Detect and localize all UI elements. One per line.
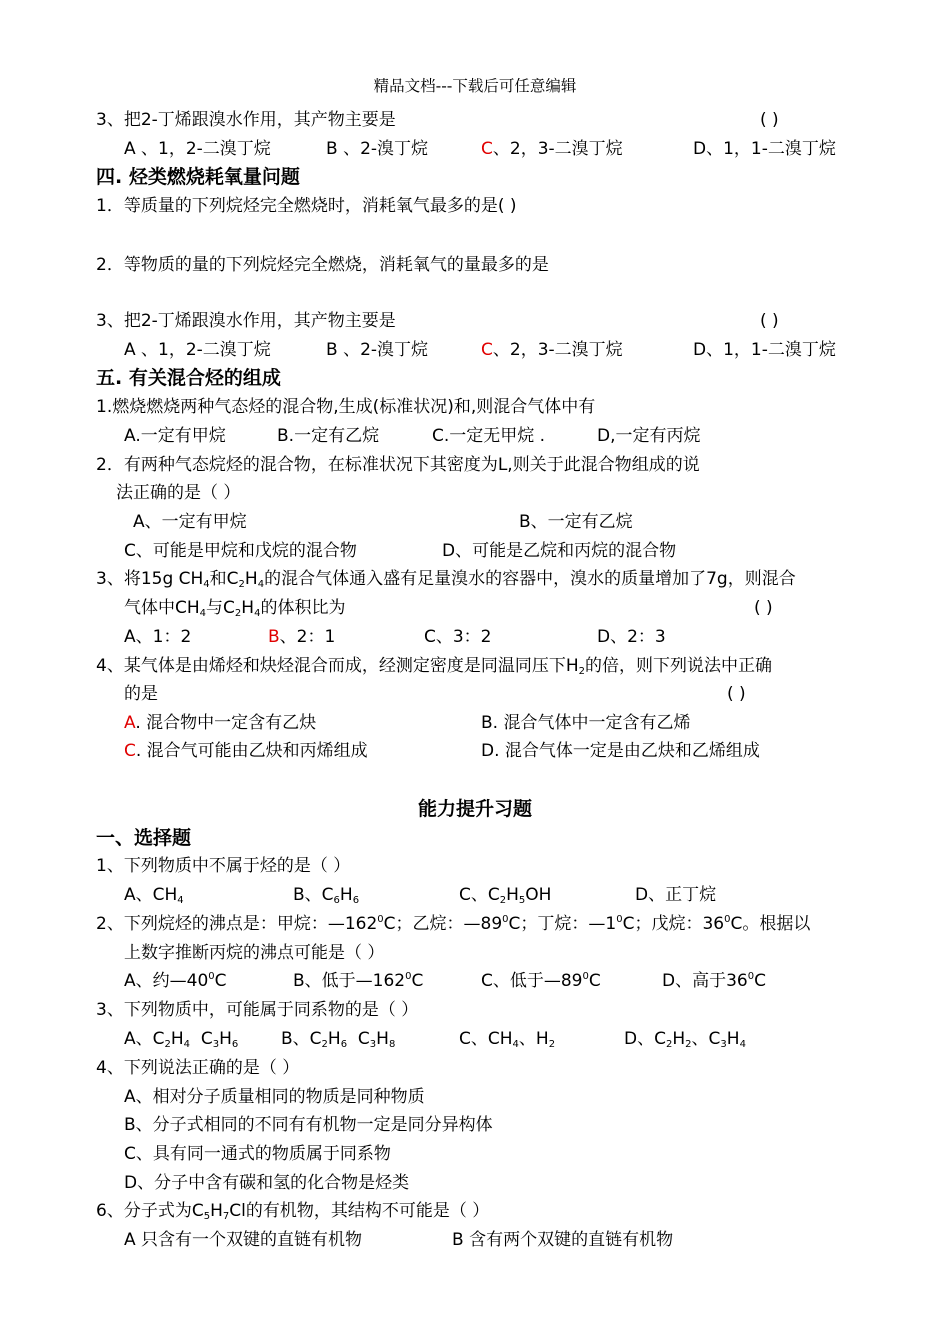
text-part: A、C — [124, 1029, 165, 1049]
text-part: 的倍，则下列说法中正确 — [584, 656, 772, 676]
subscript: 3 — [720, 1039, 727, 1050]
subscript: 4 — [177, 895, 184, 906]
text-part: C。根据以 — [730, 914, 811, 934]
superscript: 0 — [208, 971, 215, 982]
option-d: D、分子中含有碳和氢的化合物是烃类 — [124, 1173, 410, 1193]
text-part: C — [214, 971, 227, 991]
subscript: 6 — [352, 895, 360, 906]
text-part: B、C — [293, 885, 334, 905]
text-part: H — [506, 885, 519, 905]
subscript: 4 — [183, 1039, 191, 1050]
subscript: 4 — [254, 608, 261, 619]
question-3-text: 3、把2-丁烯跟溴水作用，其产物主要是 — [96, 110, 396, 130]
option-b: B 、2-溴丁烷 — [326, 340, 429, 360]
option-b: B 含有两个双键的直链有机物 — [452, 1230, 674, 1250]
subscript: 2 — [238, 579, 245, 590]
option-c: C.一定无甲烷 . — [432, 426, 546, 446]
question-4-line-1 — [96, 654, 772, 678]
option-d: D、2：3 — [597, 627, 666, 647]
question-2-text: 2．等物质的量的下列烷烃完全燃烧，消耗氧气的量最多的是 — [96, 255, 549, 275]
option-a: A 、1，2-二溴丁烷 — [124, 139, 271, 159]
subscript: 6 — [231, 1039, 239, 1050]
subscript: 6 — [340, 1039, 348, 1050]
question-3-text: 3、把2-丁烯跟溴水作用，其产物主要是 — [96, 311, 396, 331]
superscript: 0 — [582, 971, 589, 982]
option-b: B. 混合气体中一定含有乙烯 — [481, 713, 691, 733]
option-b — [293, 969, 423, 993]
text-part: 6、分子式为C — [96, 1201, 204, 1221]
text-part: C — [347, 1029, 370, 1049]
text-part: A、约—40 — [124, 971, 209, 991]
answer-paren: ( ) — [760, 311, 779, 331]
subscript: 5 — [518, 895, 526, 906]
text-part: 和C — [209, 569, 239, 589]
text-part: B、C — [281, 1029, 322, 1049]
subscript: 2 — [321, 1039, 328, 1050]
subscript: 8 — [388, 1039, 396, 1050]
option-d: D、1，1-二溴丁烷 — [693, 340, 836, 360]
answer-paren: ( ) — [760, 110, 779, 130]
subscript: 2 — [499, 895, 507, 906]
text-part: C；丁烷：—1 — [508, 914, 617, 934]
superscript: 0 — [502, 914, 509, 925]
option-c: C、具有同一通式的物质属于同系物 — [124, 1144, 391, 1164]
text-part: A、CH — [124, 885, 178, 905]
option-a: A、相对分子质量相同的物质是同种物质 — [124, 1087, 425, 1107]
subscript: 2 — [548, 1039, 556, 1050]
text-part: 2、下列烷烃的沸点是：甲烷：—162 — [96, 914, 378, 934]
option-c — [124, 739, 368, 763]
subscript: 4 — [512, 1039, 519, 1050]
text-part: H — [672, 1029, 686, 1049]
text-part: H — [376, 1029, 389, 1049]
option-d — [624, 1027, 746, 1051]
option-a-text: . 混合物中一定含有乙炔 — [135, 713, 317, 733]
option-d: D、正丁烷 — [635, 885, 717, 905]
option-b-text: 、2：1 — [279, 627, 336, 647]
text-part: 4、某气体是由烯烃和炔烃混合而成，经测定密度是同温同压下H — [96, 656, 579, 676]
text-part: 、C — [691, 1029, 721, 1049]
subscript: 5 — [203, 1211, 211, 1222]
text-part: C、C — [459, 885, 500, 905]
option-a — [124, 1027, 238, 1051]
text-part: C、低于—89 — [481, 971, 583, 991]
subscript: 2 — [685, 1039, 692, 1050]
option-b — [281, 1027, 395, 1051]
option-c: C、3：2 — [424, 627, 492, 647]
subscript: 7 — [222, 1211, 230, 1222]
question-1-text: 1.燃烧燃烧两种气态烃的混合物,生成(标准状况)和,则混合气体中有 — [96, 397, 596, 417]
option-a — [124, 711, 316, 735]
option-c-text: 、2，3-二溴丁烷 — [492, 139, 623, 159]
ability-title: 能力提升习题 — [417, 798, 532, 820]
text-part: 、H — [518, 1029, 549, 1049]
option-d: D、1，1-二溴丁烷 — [693, 139, 836, 159]
answer-paren: ( ) — [727, 684, 746, 704]
subscript: 3 — [369, 1039, 377, 1050]
subscript: 4 — [203, 579, 210, 590]
question-2-line-1 — [96, 912, 810, 936]
option-a: A 、1，2-二溴丁烷 — [124, 340, 271, 360]
text-part: Cl的有机物，其结构不可能是（ ） — [229, 1201, 490, 1221]
text-part: C；乙烷：—89 — [383, 914, 503, 934]
text-part: H — [170, 1029, 184, 1049]
option-c-text: 、2，3-二溴丁烷 — [492, 340, 623, 360]
text-part: OH — [525, 885, 552, 905]
text-part: D、高于36 — [662, 971, 748, 991]
text-part: C — [754, 971, 766, 991]
question-2-line-2: 法正确的是（ ） — [116, 483, 241, 503]
text-part: H — [726, 1029, 740, 1049]
subscript: 4 — [739, 1039, 746, 1050]
option-c — [481, 338, 623, 362]
text-part: H — [244, 569, 258, 589]
question-3-line-2 — [124, 596, 345, 620]
superscript: 0 — [724, 914, 731, 925]
subscript: 2 — [164, 1039, 171, 1050]
option-b: B、一定有乙烷 — [519, 512, 633, 532]
subscript: 2 — [578, 666, 585, 677]
option-c — [481, 137, 623, 161]
question-2-line-1: 2．有两种气态烷烃的混合物，在标准状况下其密度为L,则关于此混合物组成的说 — [96, 455, 700, 475]
section-5-title: 五. 有关混合烃的组成 — [96, 367, 281, 389]
question-3-text: 3、下列物质中，可能属于同系物的是（ ） — [96, 1000, 419, 1020]
text-part: D、C — [624, 1029, 666, 1049]
option-b — [268, 625, 335, 649]
option-c-text: . 混合气可能由乙炔和丙烯组成 — [135, 741, 368, 761]
question-1-text: 1．等质量的下列烷烃完全燃烧时，消耗氧气最多的是( ) — [96, 196, 517, 216]
option-b: B.一定有乙烷 — [277, 426, 380, 446]
superscript: 0 — [747, 971, 755, 982]
text-part: H — [241, 598, 255, 618]
option-d: D,一定有丙烷 — [597, 426, 701, 446]
option-c — [459, 1027, 555, 1051]
superscript: 0 — [377, 914, 384, 925]
subscript: 2 — [234, 608, 242, 619]
page-header: 精品文档---下载后可任意编辑 — [373, 77, 577, 95]
subscript: 3 — [212, 1039, 220, 1050]
text-part: C — [190, 1029, 213, 1049]
text-part: C — [411, 971, 424, 991]
option-c-letter: C — [124, 741, 136, 761]
option-d — [662, 969, 766, 993]
question-3-line-1 — [96, 567, 796, 591]
text-part: 的体积比为 — [260, 598, 346, 618]
text-part: B、低于—162 — [293, 971, 406, 991]
section-4-title: 四. 烃类燃烧耗氧量问题 — [96, 166, 300, 188]
text-part: 气体中CH — [124, 598, 200, 618]
question-6-text — [96, 1199, 489, 1223]
text-part: 3、将15g CH — [96, 569, 204, 589]
option-a — [124, 969, 227, 993]
text-part: C、CH — [459, 1029, 513, 1049]
text-part: H — [339, 885, 353, 905]
option-c-letter: C — [481, 340, 493, 360]
superscript: 0 — [405, 971, 412, 982]
option-c: C、可能是甲烷和戊烷的混合物 — [124, 541, 357, 561]
subscript: 4 — [257, 579, 265, 590]
option-d: D. 混合气体一定是由乙炔和乙烯组成 — [481, 741, 760, 761]
option-b: B、分子式相同的不同有有机物一定是同分异构体 — [124, 1115, 493, 1135]
ability-subtitle: 一、选择题 — [96, 827, 192, 849]
option-a-letter: A — [124, 713, 136, 733]
option-a: A、1：2 — [124, 627, 192, 647]
subscript: 6 — [333, 895, 340, 906]
question-1-text: 1、下列物质中不属于烃的是（ ） — [96, 856, 351, 876]
option-c-letter: C — [481, 139, 493, 159]
text-part: 的混合气体通入盛有足量溴水的容器中，溴水的质量增加了7g，则混合 — [264, 569, 796, 589]
text-part: C — [588, 971, 601, 991]
superscript: 0 — [616, 914, 623, 925]
option-a — [124, 883, 184, 907]
text-part: H — [327, 1029, 341, 1049]
text-part: 与C — [206, 598, 235, 618]
question-2-line-2: 上数字推断丙烷的沸点可能是（ ） — [124, 943, 385, 963]
subscript: 2 — [665, 1039, 673, 1050]
option-b — [293, 883, 359, 907]
text-part: H — [219, 1029, 232, 1049]
question-4-line-2: 的是 — [124, 684, 158, 704]
text-part: C；戊烷：36 — [622, 914, 725, 934]
question-4-text: 4、下列说法正确的是（ ） — [96, 1058, 300, 1078]
option-c — [459, 883, 551, 907]
option-c — [481, 969, 601, 993]
answer-paren: ( ) — [754, 598, 773, 618]
subscript: 4 — [199, 608, 207, 619]
text-part: H — [210, 1201, 223, 1221]
option-a: A.一定有甲烷 — [124, 426, 226, 446]
option-a: A、一定有甲烷 — [133, 512, 247, 532]
option-b: B 、2-溴丁烷 — [326, 139, 429, 159]
option-d: D、可能是乙烷和丙烷的混合物 — [442, 541, 677, 561]
option-a: A 只含有一个双键的直链有机物 — [124, 1230, 363, 1250]
option-b-letter: B — [268, 627, 280, 647]
